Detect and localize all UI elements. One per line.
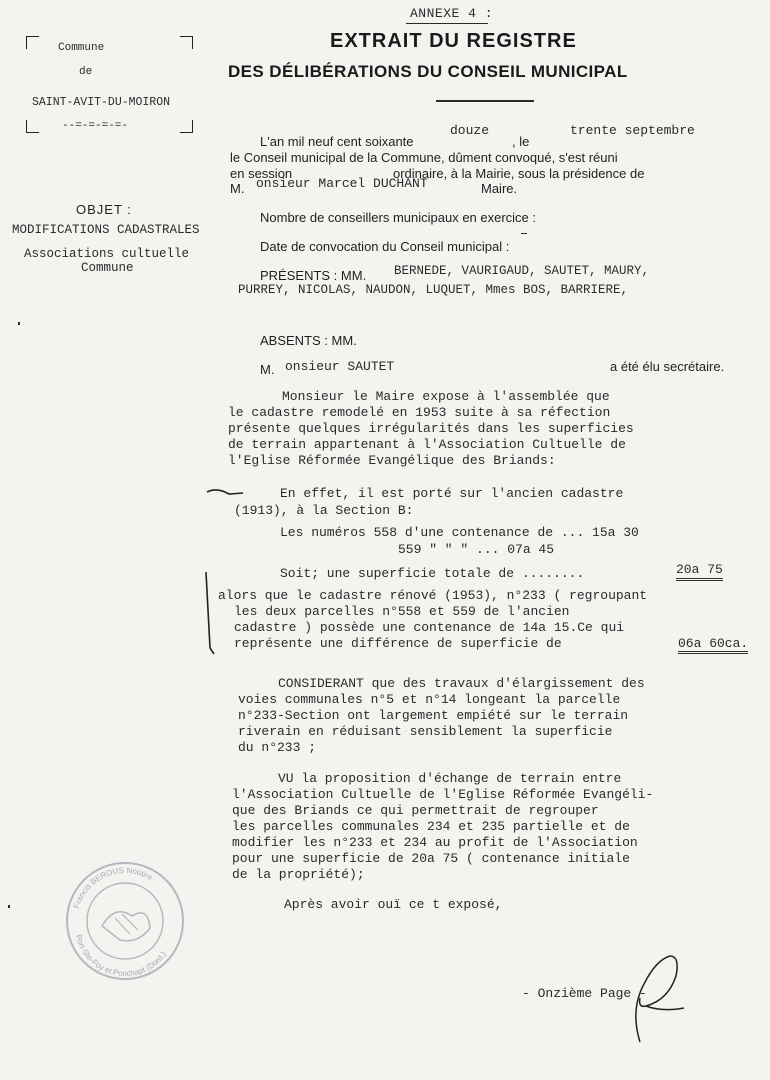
annex-label: ANNEXE 4 : <box>410 6 494 21</box>
p3-line: représente une différence de superficie de <box>234 636 562 651</box>
p4-line: riverain en réduisant sensiblement la superficie <box>238 724 613 739</box>
intro-line4a: M. <box>230 181 245 196</box>
p5-line: de la propriété); <box>232 867 365 882</box>
absents-label: ABSENTS : MM. <box>260 333 357 348</box>
intro-line1a: L'an mil neuf cent soixante <box>260 134 414 149</box>
p5-line: que des Briands ce qui permettrait de regrouper <box>232 803 599 818</box>
stamp-name: Francis BEROUS Notaire <box>71 865 155 910</box>
scan-mark <box>18 322 20 325</box>
intro-line3a: en session <box>230 166 293 181</box>
p1-line: l'Eglise Réformée Evangélique des Briands: <box>228 453 556 468</box>
objet-line3: Commune <box>81 261 134 275</box>
page-title: EXTRAIT DU REGISTRE <box>330 30 577 52</box>
p5-line: les parcelles communales 234 et 235 partielle et de <box>232 819 630 834</box>
objet-line1: MODIFICATIONS CADASTRALES <box>12 223 200 237</box>
conseillers-label: Nombre de conseillers municipaux en exercice : <box>260 210 537 225</box>
presents-line1: BERNEDE, VAURIGAUD, SAUTET, MAURY, <box>394 264 650 278</box>
soit-total: 20a 75 <box>676 562 723 581</box>
presents-line2: PURREY, NICOLAS, NAUDON, LUQUET, Mmes BOS, BARRIERE, <box>238 283 629 297</box>
p1-line: Monsieur le Maire expose à l'assemblée que <box>282 389 610 404</box>
p3-line: alors que le cadastre rénové (1953), n°233 ( regroupant <box>218 588 648 603</box>
p4-line: voies communales n°5 et n°14 longeant la parcelle <box>238 692 621 707</box>
p5-line: modifier les n°233 et 234 au profit de l'Association <box>232 835 638 850</box>
commune-de: de <box>79 66 93 78</box>
p3-difference: 06a 60ca. <box>678 636 748 654</box>
p1-line: présente quelques irrégularités dans les superficies <box>228 421 634 436</box>
intro-year: douze <box>450 123 490 138</box>
p1-line: de terrain appartenant à l'Association Cultuelle de <box>228 437 626 452</box>
secretary-suffix: a été élu secrétaire. <box>610 359 725 374</box>
stamp-place: Port-Ste-Foy et Ponchapt (Dord.) <box>73 933 168 979</box>
intro-line3b: ordinaire, à la Mairie, sous la présidence de <box>393 166 645 181</box>
intro-line4b: Maire. <box>481 181 518 196</box>
p3-line: cadastre ) possède une contenance de 14a 15.Ce qui <box>234 620 625 635</box>
presents-label: PRÉSENTS : MM. <box>260 268 367 283</box>
scan-mark <box>8 905 10 908</box>
commune-label: Commune <box>58 42 105 54</box>
intro-line1b: , le <box>512 134 530 149</box>
closing-line: Après avoir ouï ce t exposé, <box>284 897 503 912</box>
corner-bottom-right <box>180 120 193 133</box>
convocation-label: Date de convocation du Conseil municipal : <box>260 239 510 254</box>
p5-line: VU la proposition d'échange de terrain entre <box>278 771 622 786</box>
secretary-prefix: M. <box>260 362 275 377</box>
objet-label: OBJET : <box>76 202 132 217</box>
corner-top-left <box>26 36 39 49</box>
notary-stamp <box>60 856 190 986</box>
page-footer: - Onzième Page - <box>522 986 647 1001</box>
margin-bracket <box>200 568 220 658</box>
numeros-line1: Les numéros 558 d'une contenance de ... 15a 30 <box>280 525 639 540</box>
p1-line: le cadastre remodelé en 1953 suite à sa réfection <box>228 405 611 420</box>
convocation-mark <box>521 233 527 234</box>
commune-name: SAINT-AVIT-DU-MOIRON <box>32 96 171 109</box>
p2-line: En effet, il est porté sur l'ancien cadastre <box>280 486 624 501</box>
intro-president: onsieur Marcel DUCHANT <box>256 176 428 191</box>
soit-line: Soit; une superficie totale de ........ <box>280 566 585 581</box>
p2-line: (1913), à la Section B: <box>234 503 414 518</box>
commune-dashes: --=-=-=-=- <box>62 120 129 132</box>
p5-line: pour une superficie de 20a 75 ( contenance initiale <box>232 851 630 866</box>
corner-bottom-left <box>26 120 39 133</box>
secretary-name: onsieur SAUTET <box>285 359 395 374</box>
numeros-line2: 559 " " " ... 07a 45 <box>398 542 555 557</box>
objet-line2: Associations cultuelle <box>24 247 190 261</box>
page-subtitle: DES DÉLIBÉRATIONS DU CONSEIL MUNICIPAL <box>228 62 628 81</box>
p5-line: l'Association Cultuelle de l'Eglise Réformée Evangéli- <box>232 787 654 802</box>
p3-line: les deux parcelles n°558 et 559 de l'ancien <box>234 604 570 619</box>
p4-line: CONSIDERANT que des travaux d'élargissement des <box>278 676 645 691</box>
intro-date: trente septembre <box>570 123 695 138</box>
p4-line: n°233-Section ont largement empiété sur le terrain <box>238 708 629 723</box>
p4-line: du n°233 ; <box>238 740 317 755</box>
title-rule <box>436 100 534 102</box>
intro-line2: le Conseil municipal de la Commune, dûment convoqué, s'est réuni <box>230 150 618 165</box>
annex-underline <box>406 23 488 24</box>
margin-dash-mark <box>205 484 245 500</box>
corner-top-right <box>180 36 193 49</box>
